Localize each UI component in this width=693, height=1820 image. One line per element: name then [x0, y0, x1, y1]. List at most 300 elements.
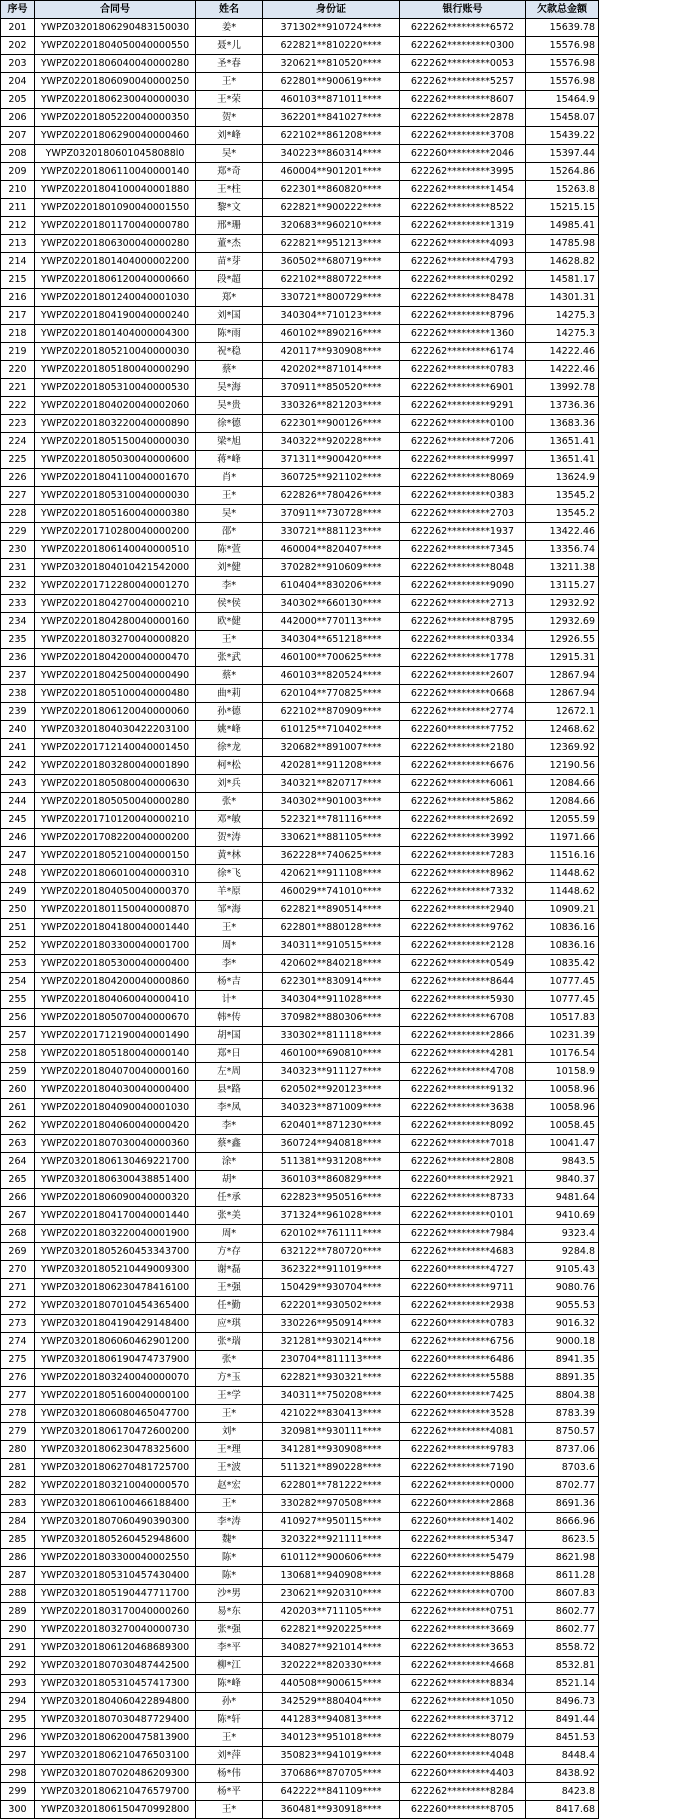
- cell-contract: YWPZ02201804100040001880: [35, 181, 196, 199]
- cell-amount: 8891.35: [526, 1369, 599, 1387]
- cell-amount: 8941.35: [526, 1351, 599, 1369]
- table-row: [1, 1783, 599, 1801]
- cell-bank-account: 622260*********0783: [400, 1315, 526, 1333]
- cell-amount: 9105.43: [526, 1261, 599, 1279]
- cell-name: 徐*飞: [196, 865, 263, 883]
- cell-amount: 8451.53: [526, 1729, 599, 1747]
- cell-name: 王*: [196, 487, 263, 505]
- cell-amount: 12926.55: [526, 631, 599, 649]
- cell-id-card: 370911**730728****: [263, 505, 400, 523]
- cell-id-card: 610404**830206****: [263, 577, 400, 595]
- cell-amount: 15458.07: [526, 109, 599, 127]
- table-row: [1, 1729, 599, 1747]
- cell-bank-account: 622262*********8644: [400, 973, 526, 991]
- cell-contract: YWPZ02201804030040000400: [35, 1081, 196, 1099]
- cell-bank-account: 622262*********0700: [400, 1585, 526, 1603]
- cell-contract: YWPZ03201804060422894800: [35, 1693, 196, 1711]
- cell-seq: 295: [1, 1711, 35, 1729]
- cell-contract: YWPZ02201804060040000420: [35, 1117, 196, 1135]
- table-row: [1, 487, 599, 505]
- table-row: [1, 919, 599, 937]
- cell-bank-account: 622262*********8868: [400, 1567, 526, 1585]
- cell-bank-account: 622260*********4727: [400, 1261, 526, 1279]
- cell-name: 胡*国: [196, 1027, 263, 1045]
- cell-amount: 10058.96: [526, 1081, 599, 1099]
- cell-name: 王*学: [196, 1387, 263, 1405]
- cell-id-card: 622821**900222****: [263, 199, 400, 217]
- cell-name: 徐*德: [196, 415, 263, 433]
- cell-contract: YWPZ02201805070040000670: [35, 1009, 196, 1027]
- cell-contract: YWPZ02201804110040001670: [35, 469, 196, 487]
- cell-seq: 277: [1, 1387, 35, 1405]
- cell-amount: 12672.1: [526, 703, 599, 721]
- cell-seq: 236: [1, 649, 35, 667]
- cell-seq: 298: [1, 1765, 35, 1783]
- cell-id-card: 622301**830914****: [263, 973, 400, 991]
- cell-amount: 14985.41: [526, 217, 599, 235]
- cell-amount: 15576.98: [526, 55, 599, 73]
- table-row: [1, 1135, 599, 1153]
- cell-name: 易*东: [196, 1603, 263, 1621]
- cell-id-card: 620104**770825****: [263, 685, 400, 703]
- table-row: [1, 613, 599, 631]
- cell-bank-account: 622262*********9132: [400, 1081, 526, 1099]
- cell-name: 邹*海: [196, 901, 263, 919]
- cell-amount: 15576.98: [526, 37, 599, 55]
- cell-name: 魏*: [196, 1531, 263, 1549]
- cell-bank-account: 622262*********6676: [400, 757, 526, 775]
- table-row: [1, 307, 599, 325]
- table-row: [1, 1207, 599, 1225]
- cell-contract: YWPZ02201804250040000490: [35, 667, 196, 685]
- cell-seq: 261: [1, 1099, 35, 1117]
- cell-name: 郑*奇: [196, 163, 263, 181]
- cell-id-card: 460100**690810****: [263, 1045, 400, 1063]
- cell-contract: YWPZ02201805080040000630: [35, 775, 196, 793]
- cell-name: 曲*莉: [196, 685, 263, 703]
- cell-bank-account: 622262*********4093: [400, 235, 526, 253]
- cell-bank-account: 622262*********8092: [400, 1117, 526, 1135]
- cell-id-card: 632122**780720****: [263, 1243, 400, 1261]
- cell-id-card: 622201**930502****: [263, 1297, 400, 1315]
- cell-bank-account: 622262*********4683: [400, 1243, 526, 1261]
- cell-contract: YWPZ02201801150040000870: [35, 901, 196, 919]
- cell-amount: 10836.16: [526, 919, 599, 937]
- cell-name: 李*涛: [196, 1513, 263, 1531]
- cell-bank-account: 622262*********9783: [400, 1441, 526, 1459]
- cell-contract: YWPZ03201805210449009300: [35, 1261, 196, 1279]
- cell-name: 左*周: [196, 1063, 263, 1081]
- cell-amount: 8607.83: [526, 1585, 599, 1603]
- cell-name: 祝*稳: [196, 343, 263, 361]
- table-row: [1, 685, 599, 703]
- table-row: [1, 775, 599, 793]
- cell-id-card: 150429**930704****: [263, 1279, 400, 1297]
- cell-seq: 263: [1, 1135, 35, 1153]
- cell-bank-account: 622260*********1402: [400, 1513, 526, 1531]
- cell-contract: YWPZ03201806100466188400: [35, 1495, 196, 1513]
- cell-id-card: 622301**860820****: [263, 181, 400, 199]
- cell-seq: 216: [1, 289, 35, 307]
- table-row: [1, 1585, 599, 1603]
- cell-seq: 291: [1, 1639, 35, 1657]
- table-row: [1, 217, 599, 235]
- cell-seq: 269: [1, 1243, 35, 1261]
- cell-seq: 249: [1, 883, 35, 901]
- cell-id-card: 340302**901003****: [263, 793, 400, 811]
- cell-seq: 227: [1, 487, 35, 505]
- cell-id-card: 371311**900420****: [263, 451, 400, 469]
- cell-contract: YWPZ02201804050040000370: [35, 883, 196, 901]
- cell-contract: YWPZ02201712280040001270: [35, 577, 196, 595]
- cell-contract: YWPZ02201803210040000570: [35, 1477, 196, 1495]
- cell-contract: YWPZ03201807020486209300: [35, 1765, 196, 1783]
- cell-amount: 8750.57: [526, 1423, 599, 1441]
- cell-id-card: 440508**900615****: [263, 1675, 400, 1693]
- cell-amount: 13545.2: [526, 505, 599, 523]
- table-row: [1, 1153, 599, 1171]
- cell-bank-account: 622262*********3669: [400, 1621, 526, 1639]
- cell-amount: 8496.73: [526, 1693, 599, 1711]
- cell-seq: 215: [1, 271, 35, 289]
- cell-contract: YWPZ02201805310040000030: [35, 487, 196, 505]
- cell-amount: 9000.18: [526, 1333, 599, 1351]
- cell-contract: YWPZ02201804090040001030: [35, 1099, 196, 1117]
- cell-contract: YWPZ02201804050040000550: [35, 37, 196, 55]
- cell-bank-account: 622262*********1778: [400, 649, 526, 667]
- cell-id-card: 622826**780426****: [263, 487, 400, 505]
- cell-bank-account: 622262*********7018: [400, 1135, 526, 1153]
- cell-bank-account: 622262*********0751: [400, 1603, 526, 1621]
- cell-seq: 237: [1, 667, 35, 685]
- cell-id-card: 370982**880306****: [263, 1009, 400, 1027]
- cell-contract: YWPZ02201806300040000280: [35, 235, 196, 253]
- cell-amount: 10777.45: [526, 973, 599, 991]
- cell-contract: YWPZ02201804180040001440: [35, 919, 196, 937]
- cell-seq: 279: [1, 1423, 35, 1441]
- cell-bank-account: 622262*********8795: [400, 613, 526, 631]
- table-row: [1, 1549, 599, 1567]
- cell-bank-account: 622262*********8284: [400, 1783, 526, 1801]
- cell-name: 吴*贵: [196, 397, 263, 415]
- cell-name: 应*琪: [196, 1315, 263, 1333]
- cell-contract: YWPZ02201804170040001440: [35, 1207, 196, 1225]
- cell-id-card: 330621**881105****: [263, 829, 400, 847]
- cell-seq: 286: [1, 1549, 35, 1567]
- cell-bank-account: 622262*********7283: [400, 847, 526, 865]
- cell-amount: 15264.86: [526, 163, 599, 181]
- cell-id-card: 441283**940813****: [263, 1711, 400, 1729]
- cell-amount: 15397.44: [526, 145, 599, 163]
- cell-bank-account: 622262*********9090: [400, 577, 526, 595]
- table-row: [1, 793, 599, 811]
- cell-amount: 9481.64: [526, 1189, 599, 1207]
- cell-seq: 296: [1, 1729, 35, 1747]
- cell-name: 刘*: [196, 1423, 263, 1441]
- cell-bank-account: 622260*********8705: [400, 1801, 526, 1819]
- cell-contract: YWPZ02201806290040000460: [35, 127, 196, 145]
- cell-amount: 13211.38: [526, 559, 599, 577]
- cell-seq: 238: [1, 685, 35, 703]
- cell-amount: 13651.41: [526, 433, 599, 451]
- cell-amount: 14275.3: [526, 325, 599, 343]
- cell-contract: YWPZ02201804070040000160: [35, 1063, 196, 1081]
- cell-id-card: 360725**921102****: [263, 469, 400, 487]
- cell-bank-account: 622262*********2692: [400, 811, 526, 829]
- cell-id-card: 330226**950914****: [263, 1315, 400, 1333]
- cell-name: 蒋*峰: [196, 451, 263, 469]
- header-contract: 合同号: [35, 1, 196, 19]
- cell-id-card: 350823**941019****: [263, 1747, 400, 1765]
- cell-seq: 205: [1, 91, 35, 109]
- cell-contract: YWPZ03201806200475813900: [35, 1729, 196, 1747]
- cell-amount: 9080.76: [526, 1279, 599, 1297]
- cell-amount: 10058.96: [526, 1099, 599, 1117]
- cell-seq: 233: [1, 595, 35, 613]
- cell-bank-account: 622262*********2128: [400, 937, 526, 955]
- cell-seq: 232: [1, 577, 35, 595]
- table-row: [1, 1765, 599, 1783]
- cell-bank-account: 622262*********8733: [400, 1189, 526, 1207]
- table-row: [1, 1639, 599, 1657]
- table-row: [1, 1801, 599, 1819]
- cell-seq: 217: [1, 307, 35, 325]
- cell-id-card: 460029**741010****: [263, 883, 400, 901]
- cell-amount: 14301.31: [526, 289, 599, 307]
- cell-id-card: 130681**940908****: [263, 1567, 400, 1585]
- cell-seq: 210: [1, 181, 35, 199]
- cell-contract: YWPZ02201804200040000860: [35, 973, 196, 991]
- cell-name: 沙*男: [196, 1585, 263, 1603]
- table-row: [1, 595, 599, 613]
- cell-bank-account: 622260*********9711: [400, 1279, 526, 1297]
- cell-bank-account: 622260*********2046: [400, 145, 526, 163]
- cell-name: 孙*: [196, 1693, 263, 1711]
- cell-name: 王*: [196, 1801, 263, 1819]
- table-row: [1, 703, 599, 721]
- table-row: [1, 271, 599, 289]
- cell-amount: 14275.3: [526, 307, 599, 325]
- cell-bank-account: 622262*********6572: [400, 19, 526, 37]
- table-row: [1, 1747, 599, 1765]
- cell-seq: 252: [1, 937, 35, 955]
- table-row: [1, 865, 599, 883]
- cell-amount: 14785.98: [526, 235, 599, 253]
- table-row: [1, 721, 599, 739]
- cell-amount: 13422.46: [526, 523, 599, 541]
- cell-name: 柯*松: [196, 757, 263, 775]
- cell-contract: YWPZ03201806130469221700: [35, 1153, 196, 1171]
- cell-bank-account: 622262*********0100: [400, 415, 526, 433]
- cell-seq: 260: [1, 1081, 35, 1099]
- table-row: [1, 1675, 599, 1693]
- cell-amount: 12190.56: [526, 757, 599, 775]
- cell-name: 段*超: [196, 271, 263, 289]
- cell-contract: YWPZ03201806120468689300: [35, 1639, 196, 1657]
- cell-name: 李*: [196, 577, 263, 595]
- cell-seq: 247: [1, 847, 35, 865]
- cell-seq: 262: [1, 1117, 35, 1135]
- cell-id-card: 622821**951213****: [263, 235, 400, 253]
- cell-amount: 15464.9: [526, 91, 599, 109]
- cell-bank-account: 622262*********7206: [400, 433, 526, 451]
- table-row: [1, 325, 599, 343]
- cell-amount: 10058.45: [526, 1117, 599, 1135]
- cell-bank-account: 622260*********6486: [400, 1351, 526, 1369]
- cell-bank-account: 622262*********1360: [400, 325, 526, 343]
- cell-id-card: 610125**710402****: [263, 721, 400, 739]
- cell-name: 李*: [196, 1117, 263, 1135]
- cell-amount: 12369.92: [526, 739, 599, 757]
- cell-amount: 8783.39: [526, 1405, 599, 1423]
- cell-amount: 11448.62: [526, 865, 599, 883]
- cell-seq: 275: [1, 1351, 35, 1369]
- cell-contract: YWPZ02201712140040001450: [35, 739, 196, 757]
- cell-name: 聂*儿: [196, 37, 263, 55]
- cell-bank-account: 622262*********3528: [400, 1405, 526, 1423]
- cell-name: 王*: [196, 631, 263, 649]
- cell-bank-account: 622262*********2713: [400, 595, 526, 613]
- cell-name: 涂*: [196, 1153, 263, 1171]
- cell-bank-account: 622262*********0383: [400, 487, 526, 505]
- cell-amount: 15639.78: [526, 19, 599, 37]
- table-row: [1, 361, 599, 379]
- cell-contract: YWPZ02201803220040001900: [35, 1225, 196, 1243]
- cell-seq: 251: [1, 919, 35, 937]
- cell-contract: YWPZ02201806120040000060: [35, 703, 196, 721]
- table-row: [1, 163, 599, 181]
- cell-seq: 264: [1, 1153, 35, 1171]
- cell-id-card: 320682**891007****: [263, 739, 400, 757]
- cell-id-card: 420203**711105****: [263, 1603, 400, 1621]
- cell-bank-account: 622262*********7345: [400, 541, 526, 559]
- cell-id-card: 622821**920225****: [263, 1621, 400, 1639]
- cell-seq: 223: [1, 415, 35, 433]
- cell-bank-account: 622262*********9997: [400, 451, 526, 469]
- table-row: [1, 1189, 599, 1207]
- table-row: [1, 1711, 599, 1729]
- cell-id-card: 522321**781116****: [263, 811, 400, 829]
- cell-seq: 281: [1, 1459, 35, 1477]
- cell-contract: YWPZ02201806110040000140: [35, 163, 196, 181]
- cell-name: 李*: [196, 955, 263, 973]
- cell-amount: 10835.42: [526, 955, 599, 973]
- cell-seq: 294: [1, 1693, 35, 1711]
- cell-seq: 203: [1, 55, 35, 73]
- cell-contract: YWPZ02201710120040000210: [35, 811, 196, 829]
- cell-bank-account: 622262*********1454: [400, 181, 526, 199]
- cell-bank-account: 622262*********5930: [400, 991, 526, 1009]
- table-row: [1, 1423, 599, 1441]
- cell-contract: YWPZ02201805220040000350: [35, 109, 196, 127]
- cell-name: 苗*芽: [196, 253, 263, 271]
- cell-id-card: 321281**930214****: [263, 1333, 400, 1351]
- cell-name: 吴*海: [196, 379, 263, 397]
- cell-contract: YWPZ03201805310457430400: [35, 1567, 196, 1585]
- cell-name: 陈*萱: [196, 541, 263, 559]
- cell-name: 黄*林: [196, 847, 263, 865]
- cell-bank-account: 622262*********0000: [400, 1477, 526, 1495]
- cell-id-card: 330721**800729****: [263, 289, 400, 307]
- cell-amount: 9055.53: [526, 1297, 599, 1315]
- cell-contract: YWPZ03201804030422203100: [35, 721, 196, 739]
- table-row: [1, 1171, 599, 1189]
- cell-seq: 292: [1, 1657, 35, 1675]
- table-row: [1, 1351, 599, 1369]
- cell-bank-account: 622262*********2866: [400, 1027, 526, 1045]
- cell-id-card: 610112**900606****: [263, 1549, 400, 1567]
- cell-bank-account: 622262*********3708: [400, 127, 526, 145]
- cell-seq: 241: [1, 739, 35, 757]
- cell-amount: 10176.54: [526, 1045, 599, 1063]
- table-row: [1, 181, 599, 199]
- cell-name: 刘*峰: [196, 127, 263, 145]
- cell-amount: 8737.06: [526, 1441, 599, 1459]
- cell-name: 方*存: [196, 1243, 263, 1261]
- cell-bank-account: 622262*********8796: [400, 307, 526, 325]
- cell-id-card: 360481**930918****: [263, 1801, 400, 1819]
- cell-contract: YWPZ02201804020040002060: [35, 397, 196, 415]
- cell-seq: 288: [1, 1585, 35, 1603]
- cell-name: 刘*国: [196, 307, 263, 325]
- cell-id-card: 320683**960210****: [263, 217, 400, 235]
- cell-id-card: 371324**961028****: [263, 1207, 400, 1225]
- table-row: [1, 1225, 599, 1243]
- cell-id-card: 460102**890216****: [263, 325, 400, 343]
- cell-name: 王*: [196, 919, 263, 937]
- cell-amount: 13992.78: [526, 379, 599, 397]
- table-row: [1, 451, 599, 469]
- table-row: [1, 1495, 599, 1513]
- cell-bank-account: 622262*********0053: [400, 55, 526, 73]
- cell-name: 任*承: [196, 1189, 263, 1207]
- cell-seq: 204: [1, 73, 35, 91]
- cell-id-card: 340323**871009****: [263, 1099, 400, 1117]
- cell-seq: 239: [1, 703, 35, 721]
- cell-seq: 244: [1, 793, 35, 811]
- cell-id-card: 370911**850520****: [263, 379, 400, 397]
- cell-bank-account: 622262*********5347: [400, 1531, 526, 1549]
- cell-bank-account: 622262*********2607: [400, 667, 526, 685]
- cell-contract: YWPZ03201806060462901200: [35, 1333, 196, 1351]
- cell-amount: 8691.36: [526, 1495, 599, 1513]
- cell-name: 欧*健: [196, 613, 263, 631]
- cell-contract: YWPZ03201806300438851400: [35, 1171, 196, 1189]
- cell-id-card: 342529**880404****: [263, 1693, 400, 1711]
- cell-id-card: 622801**900619****: [263, 73, 400, 91]
- cell-contract: YWPZ03201806270481725700: [35, 1459, 196, 1477]
- cell-seq: 256: [1, 1009, 35, 1027]
- cell-amount: 8666.96: [526, 1513, 599, 1531]
- cell-contract: YWPZ02201807030040000360: [35, 1135, 196, 1153]
- table-row: [1, 1027, 599, 1045]
- table-row: [1, 433, 599, 451]
- cell-amount: 9016.32: [526, 1315, 599, 1333]
- cell-seq: 276: [1, 1369, 35, 1387]
- cell-name: 杨*伟: [196, 1765, 263, 1783]
- cell-id-card: 620102**761111****: [263, 1225, 400, 1243]
- cell-amount: 13651.41: [526, 451, 599, 469]
- cell-bank-account: 622262*********2878: [400, 109, 526, 127]
- cell-id-card: 320322**921111****: [263, 1531, 400, 1549]
- cell-amount: 8438.92: [526, 1765, 599, 1783]
- cell-contract: YWPZ02201805150040000030: [35, 433, 196, 451]
- cell-name: 胡*: [196, 1171, 263, 1189]
- cell-id-card: 340123**951018****: [263, 1729, 400, 1747]
- cell-contract: YWPZ03201806290483150030: [35, 19, 196, 37]
- cell-id-card: 622821**810220****: [263, 37, 400, 55]
- table-row: [1, 1657, 599, 1675]
